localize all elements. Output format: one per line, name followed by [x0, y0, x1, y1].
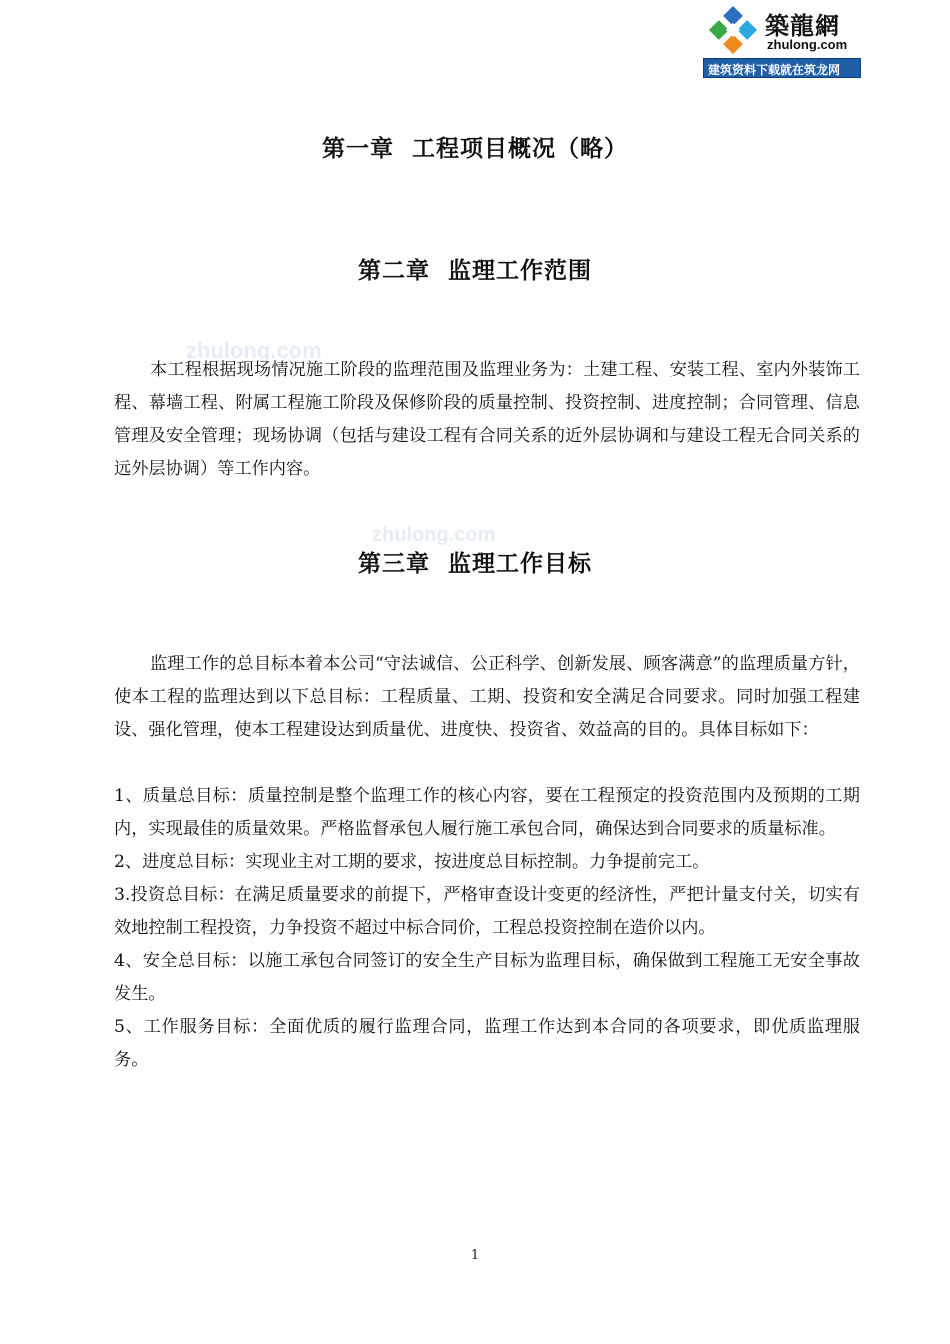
chapter-3-heading: 第三章 监理工作目标 [357, 551, 592, 577]
goal-item-investment: 3.投资总目标：在满足质量要求的前提下，严格审查设计变更的经济性，严把计量支付关，切实有效地控制工程投资，力争投资不超过中标合同价，工程总投资控制在造价以内。 [114, 885, 860, 938]
goal-item-schedule: 2、进度总目标：实现业主对工期的要求，按进度总目标控制。力争提前完工。 [114, 852, 710, 872]
page-number: 1 [470, 1248, 480, 1263]
chapter-1-heading: 第一章 工程项目概况（略） [321, 136, 628, 162]
logo-slogan-bar [703, 58, 861, 78]
logo-slogan: 建筑资料下载就在筑龙网 [708, 63, 841, 77]
watermark: zhulong.com [186, 338, 322, 363]
diamond-logo-icon [705, 4, 761, 56]
logo-chinese-name: 築龍網 [765, 12, 840, 40]
goal-item-quality: 1、质量总目标：质量控制是整个监理工作的核心内容，要在工程预定的投资范围内及预期的工期内，实现最佳的质量效果。严格监督承包人履行施工承包合同，确保达到合同要求的质量标准。 [114, 786, 860, 839]
goal-item-safety: 4、安全总目标：以施工承包合同签订的安全生产目标为监理目标，确保做到工程施工无安全事故发生。 [114, 951, 860, 1004]
zhulong-logo [703, 0, 861, 78]
goal-paragraph: 监理工作的总目标本着本公司“守法诚信、公正科学、创新发展、顾客满意”的监理质量方针，使本工程的监理达到以下总目标：工程质量、工期、投资和安全满足合同要求。同时加强工程建设、强化管理，使本工程建设达到质量优、进度快、投资省、效益高的目的。具体目标如下： [114, 654, 860, 740]
goal-item-service: 5、工作服务目标：全面优质的履行监理合同，监理工作达到本合同的各项要求，即优质监理服务。 [114, 1017, 860, 1070]
logo-top [703, 0, 861, 58]
scope-paragraph: 本工程根据现场情况施工阶段的监理范围及监理业务为：土建工程、安装工程、室内外装饰工程、幕墙工程、附属工程施工阶段及保修阶段的质量控制、投资控制、进度控制；合同管理、信息管理及安全管理；现场协调（包括与建设工程有合同关系的近外层协调和与建设工程无合同关系的远外层协调）等工作内容。 [114, 360, 860, 479]
logo-site-name: zhulong.com [767, 37, 848, 52]
goal-list [114, 780, 860, 1077]
watermark: zhulong.com [372, 524, 496, 546]
chapter-2-heading: 第二章 监理工作范围 [357, 258, 592, 284]
